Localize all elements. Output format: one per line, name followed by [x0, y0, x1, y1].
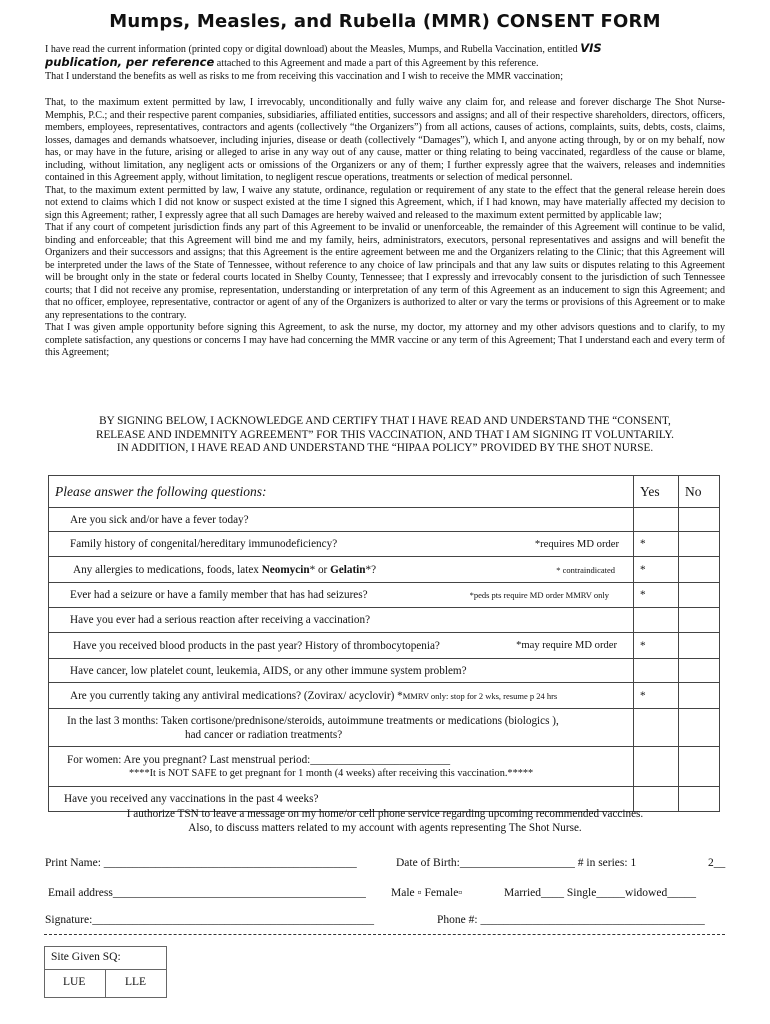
yes-cell[interactable]: * [634, 633, 679, 659]
ack-line: IN ADDITION, I HAVE READ AND UNDERSTAND THE “HIPAA POLICY” PROVIDED BY THE SHOT NURSE. [116, 442, 654, 454]
form-title: Mumps, Measles, and Rubella (MMR) CONSENT FORM [109, 11, 661, 32]
yes-cell[interactable]: * [634, 557, 679, 583]
questions-header: Please answer the following questions: [49, 476, 634, 508]
yes-cell[interactable]: * [634, 583, 679, 608]
no-cell[interactable] [679, 659, 720, 683]
no-cell[interactable] [679, 633, 720, 659]
intro-line1: I have read the current information (printed copy or digital download) about the Measles, Mumps, and Rubella Vaccination, entitled [45, 44, 581, 55]
question-text: Have you received blood products in the past year? History of thrombocytopenia? [73, 639, 440, 652]
email-field[interactable]: Email address____________________________________________ [48, 887, 366, 899]
legal-paragraph: That, to the maximum extent permitted by law, I waive any statute, ordinance, regulation or requirement of any state to the effect that the general release herein does not extend to claims which I did not know or suspect existed at the time I signed this Agreement, which, if I had known, may have materially affected my decision to sign this Agreement; rather, I expressly agree that all such Damages are hereby waived and released to the maximum extent permitted by applicable law; [45, 184, 725, 221]
question-row [49, 532, 720, 557]
site-given-label: Site Given SQ: [51, 951, 121, 963]
question-text: Have you received any vaccinations in the past 4 weeks? [49, 787, 634, 812]
no-cell[interactable] [679, 532, 720, 557]
no-cell[interactable] [679, 583, 720, 608]
question-text: Family history of congenital/hereditary immunodeficiency? [70, 538, 338, 550]
yes-cell[interactable] [634, 747, 679, 787]
dashed-divider [44, 934, 725, 935]
question-note: *peds pts require MD order MMRV only [469, 590, 609, 600]
intro-text [45, 42, 725, 83]
acknowledgement [45, 415, 725, 456]
no-cell[interactable] [679, 557, 720, 583]
question-row [49, 747, 720, 787]
question-note: *requires MD order [534, 538, 619, 550]
question-text: Ever had a seizure or have a family member that has had seizures? [70, 589, 368, 601]
question-row [49, 709, 720, 747]
authorization-line: Also, to discuss matters related to my account with agents representing The Shot Nurse. [188, 822, 582, 834]
question-text: Have cancer, low platelet count, leukemia, AIDS, or any other immune system problem? [49, 659, 634, 683]
site-divider [105, 969, 106, 997]
ack-line: RELEASE AND INDEMNITY AGREEMENT” FOR THIS VACCINATION, AND THAT I AM SIGNING IT VOLUNTARILY. [96, 428, 674, 441]
questions-table [48, 475, 720, 812]
intro-line3: That I understand the benefits as well as risks to me from receiving this vaccination and I wish to receive the MMR vaccination; [45, 71, 563, 82]
no-header: No [679, 476, 720, 508]
legal-text [45, 97, 725, 360]
question-text: Are you sick and/or have a fever today? [49, 508, 634, 532]
question-note: *may require MD order [516, 640, 617, 651]
gender-options[interactable]: Male ▫ Female▫ [391, 887, 463, 899]
question-text-cont: had cancer or radiation treatments? [185, 728, 343, 741]
yes-cell[interactable] [634, 709, 679, 747]
question-note: MMRV only: stop for 2 wks, resume p 24 hrs [402, 690, 558, 701]
authorization-line: I authorize TSN to leave a message on my home/or cell phone service regarding upcoming recommended vaccines. [126, 808, 644, 820]
question-note: * contraindicated [556, 564, 615, 575]
legal-paragraph: That if any court of competent jurisdiction finds any part of this Agreement to be invalid or unenforceable, the remainder of this Agreement will continue to be valid, binding and enforceable; that this Agreement will bind me and my family, heirs, administrators, executors, personal representatives and assigns and will benefit the Organizers and their successors and assigns; that this Agreement is the entire agreement between me and the Organizers relating to the Clinic; that this Agreement will be interpreted under the laws of the State of Tennessee, without reference to any choice of law principals and that any law suits or disputes relating to this Agreement will be brought only in the state or federal courts located in Shelby County, Tennessee; that I expressly and irrevocably consent to the jurisdiction of such Tennessee courts; that I did not receive any promise, representation, understanding or interpretation of any term of this Agreement as an inducement to sign this Agreement; and that no officer, employee, representative, contractor or agent of any of the Organizers is authorized to alter or vary the terms or provisions of this Agreement or to make any representations to the contrary. [45, 222, 725, 321]
question-text: Any allergies to medications, foods, latex Neomycin* or Gelatin*? [73, 563, 377, 576]
series-2-field[interactable]: 2__ [708, 857, 726, 869]
yes-cell[interactable] [634, 508, 679, 532]
question-row [49, 508, 720, 532]
question-row [49, 557, 720, 583]
phone-field[interactable]: Phone #: _______________________________________ [437, 914, 705, 926]
question-text: Have you ever had a serious reaction after receiving a vaccination? [49, 608, 634, 633]
print-name-field[interactable]: Print Name: ____________________________________________ [45, 857, 357, 869]
marital-status-field[interactable]: Married____ Single_____widowed_____ [504, 887, 696, 899]
question-row [49, 633, 720, 659]
authorization-text [0, 807, 770, 835]
question-row [49, 583, 720, 608]
question-text: For women: Are you pregnant? Last menstrual period:_________________________ [67, 753, 451, 766]
yes-header: Yes [634, 476, 679, 508]
signature-field[interactable]: Signature:_________________________________________________ [45, 914, 375, 926]
question-row [49, 608, 720, 633]
yes-cell[interactable] [634, 659, 679, 683]
no-cell[interactable] [679, 608, 720, 633]
intro-line2: attached to this Agreement and made a part of this Agreement by this reference. [214, 58, 539, 69]
site-given-box [44, 946, 167, 998]
intro-publication: publication, per reference [45, 55, 215, 69]
intro-vis: VIS [580, 41, 602, 55]
no-cell[interactable] [679, 709, 720, 747]
no-cell[interactable] [679, 508, 720, 532]
question-row [49, 683, 720, 709]
yes-cell[interactable] [634, 608, 679, 633]
legal-paragraph: That, to the maximum extent permitted by law, I irrevocably, unconditionally and fully waive any claim for, and release and forever discharge The Shot Nurse-Memphis, P.C.; and their respective parent companies, subsidiaries, affiliated entities, successors and assigns; and all of their respective shareholders, directors, officers, members, employees, representatives, contractors and agents (collectively “the Organizers”) from all actions, causes of actions, complaints, suits, debts, costs, claims, losses, damages and demands whatsoever, including injuries, disease or death (collectively “Damages”), which I, and anyone acting through, by or on my behalf, now has, or may have in the future, arising or alleged to arise in any way out of any cause, matter or thing relating to being vaccinated, regardless of the cause or blame, including, without limitation, any negligent acts or omissions of the Organizers or any of them; I further expressly agree that the waivers, releases and indemnities contained in this Agreement apply, without limitation, to negligent rescue operations, treatments or selection of medical personnel. [45, 97, 725, 183]
site-lle[interactable]: LLE [125, 976, 147, 988]
no-cell[interactable] [679, 683, 720, 709]
yes-cell[interactable]: * [634, 532, 679, 557]
question-row [49, 659, 720, 683]
no-cell[interactable] [679, 747, 720, 787]
yes-cell[interactable]: * [634, 683, 679, 709]
ack-line: BY SIGNING BELOW, I ACKNOWLEDGE AND CERTIFY THAT I HAVE READ AND UNDERSTAND THE “CONSENT, [99, 415, 671, 427]
questions-header-row [49, 476, 720, 508]
site-lue[interactable]: LUE [63, 976, 86, 988]
question-text: In the last 3 months: Taken cortisone/prednisone/steroids, autoimmune treatments or medications (biologics ), [67, 714, 559, 727]
legal-paragraph: That I was given ample opportunity before signing this Agreement, to ask the nurse, my doctor, my attorney and my other advisors questions and to clarify, to my complete satisfaction, any questions or concerns I may have had concerning the MMR vaccine or any term of this Agreement; That I understand each and every term of this Agreement; [45, 322, 725, 358]
date-of-birth-field[interactable]: Date of Birth:____________________ # in series: 1 [396, 857, 637, 869]
question-text-cont: ****It is NOT SAFE to get pregnant for 1 month (4 weeks) after receiving this vaccination.***** [129, 767, 534, 779]
question-text: Are you currently taking any antiviral medications? (Zovirax/ acyclovir) * [70, 689, 403, 702]
